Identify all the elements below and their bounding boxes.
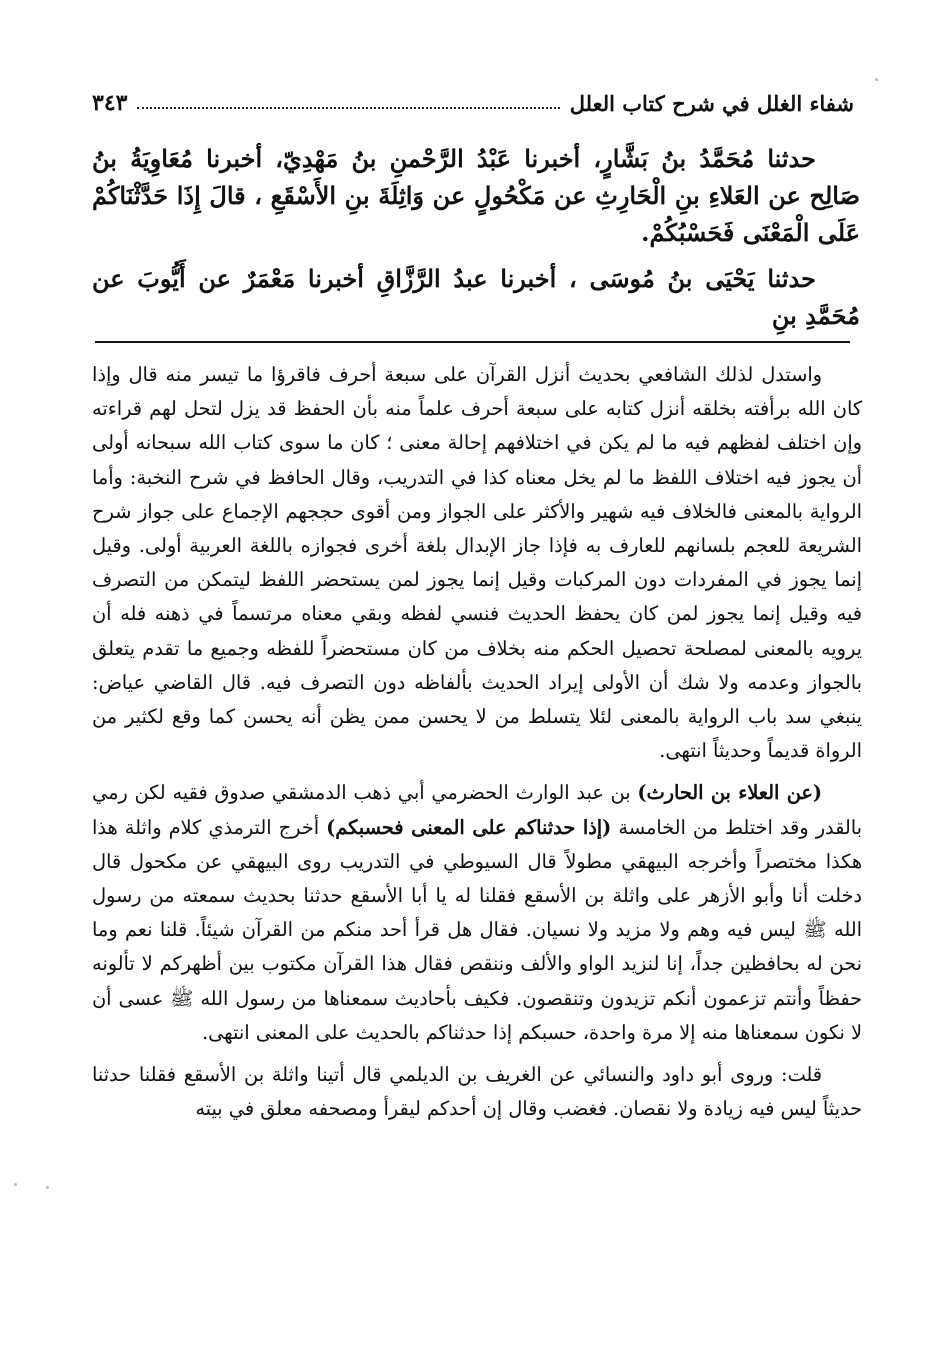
hadith-paragraph-1: حدثنا مُحَمَّدُ بنُ بَشَّارٍ، أخبرنا عَبْدُ الرَّحْمنِ بنُ مَهْدِيّ، أخبرنا مُعَاوِيَةُ بنُ صَالِح عن العَلاءِ بنِ الْحَارِثِ عن مَكْحُولٍ عن وَاثِلَةَ بنِ الأَسْقَعِ ، قالَ إِذَا حَدَّثْنَاكُمْ عَلَى الْمَعْنَى فَحَسْبُكُمْ. (92, 144, 860, 247)
commentary-text (92, 358, 862, 1134)
commentary-lemma: (عن العلاء بن الحارث) (637, 781, 823, 805)
commentary-text-segment: أخرج الترمذي كلام واثلة هذا هكذا مختصراً وأخرجه البيهقي مطولاً قال السيوطي في التدريب روى البيهقي عن مكحول قال دخلت أنا وأبو الأزهر على واثلة بن الأسقع فقلنا له يا أبا الأسقع حدثنا بحديث سمعته من رسول الله ﷺ ليس فيه وهم ولا مزيد ولا نسيان. فقال هل قرأ أحد منكم من القرآن شيئاً. قلنا نعم وما نحن له بحافظين جداً، إنا لنزيد الواو والألف وننقص فقال هذا القرآن مكتوب بين أظهركم لا تألونه حفظاً وأنتم تزعمون أنكم تزيدون وتنقصون. فكيف بأحاديث سمعناها من رسول الله ﷺ عسى أن لا نكون سمعناها منه إلا مرة واحدة، حسبكم إذا حدثناكم بالحديث على المعنى انتهى. (92, 815, 862, 1044)
page-number: ٣٤٣ (92, 90, 128, 116)
commentary-paragraph-1: واستدل لذلك الشافعي بحديث أنزل القرآن على سبعة أحرف فاقرؤا ما تيسر منه قال وإذا كان الله برأفته بخلقه أنزل كتابه على سبعة أحرف علماً منه بأن الحفظ قد يزل لتحل لهم قراءته وإن اختلف لفظهم فيه ما لم يكن في اختلافهم إحالة معنى ؛ كان ما سوى كتاب الله سبحانه أولى أن يجوز فيه اختلاف اللفظ ما لم يخل معناه كذا في التدريب، وقال الحافظ في شرح النخبة: وأما الرواية بالمعنى فالخلاف فيه شهير والأكثر على الجواز ومن أقوى حججهم الإجماع على جواز شرح الشريعة للعجم بلسانهم للعارف به فإذا جاز الإبدال بلغة أخرى فجوازه باللغة العربية أولى. وقيل إنما يجوز في المفردات دون المركبات وقيل إنما يجوز لمن يستحضر اللفظ ليتمكن من التصرف فيه وقيل إنما يجوز لمن كان يحفظ الحديث فنسي لفظه وبقي معناه مرتسماً في ذهنه فله أن يرويه بالمعنى لمصلحة تحصيل الحكم منه بخلاف من كان مستحضراً للفظه وجميع ما تقدم يتعلق بالجواز وعدمه ولا شك أن الأولى إيراد الحديث بألفاظه دون التصرف فيه. قال القاضي عياض: ينبغي سد باب الرواية بالمعنى لئلا يتسلط من لا يحسن ممن يظن أنه يحسن كما وقع لكثير من الرواة قديماً وحديثاً انتهى. (92, 363, 862, 763)
book-title: شفاء الغلل في شرح كتاب العلل (569, 91, 854, 116)
commentary-quoted-phrase: (إذا حدثناكم على المعنى فحسبكم) (326, 815, 612, 839)
scan-speck (46, 1186, 49, 1189)
scan-speck (875, 78, 878, 81)
dotted-leader (137, 107, 559, 109)
commentary-paragraph-3: قلت: وروى أبو داود والنسائي عن الغريف بن الديلمي قال أتينا واثلة بن الأسقع فقلنا حدثنا حديثاً ليس فيه زيادة ولا نقصان. فغضب وقال إن أحدكم ليقرأ ومصحفه معلق في بيته (92, 1063, 862, 1121)
text-divider-rule (95, 341, 850, 343)
hadith-paragraph-2: حدثنا يَحْيَى بنُ مُوسَى ، أخبرنا عبدُ الرَّزَّاقِ أخبرنا مَعْمَرٌ عن أَيُّوبَ عن مُحَمَّدِ بنِ (92, 264, 860, 330)
hadith-text (92, 140, 860, 343)
running-header (92, 82, 854, 116)
commentary-paragraph-2 (92, 776, 862, 1050)
scan-speck (14, 1183, 17, 1186)
commentary-text-segment: بن عبد الوارث الحضرمي أبي ذهب الدمشقي صدوق فقيه لكن رمي بالقدر وقد اختلط من الخامسة (92, 781, 862, 839)
